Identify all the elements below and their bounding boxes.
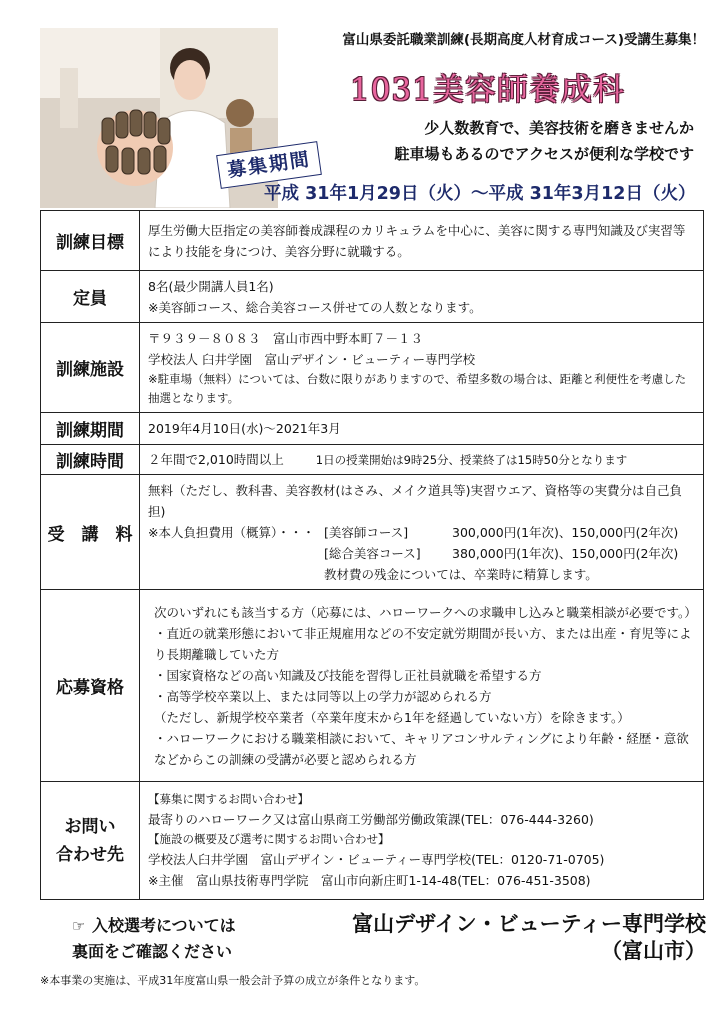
label-fee: 受 講 料: [41, 475, 140, 590]
capacity-cell: [140, 271, 704, 323]
eligibility-item: ・直近の就業形態において非正規雇用などの不安定就労期間が長い方、または出産・育児等により長期離職していた方: [154, 625, 692, 662]
label-capacity: 定員: [41, 271, 140, 323]
fee-course2-row: [148, 543, 695, 564]
fee-course2-amount: 380,000円(1年次)、150,000円(2年次): [452, 545, 679, 561]
school-name: 富山デザイン・ビューティー専門学校: [352, 912, 706, 936]
label-term: 訓練期間: [41, 413, 140, 445]
label-facility: 訓練施設: [41, 323, 140, 413]
contact-label-line1: お問い: [64, 816, 116, 837]
term-text: 2019年4月10日(水)～2021年3月: [140, 413, 704, 445]
row-facility: [41, 323, 704, 413]
capacity-note: ※美容師コース、総合美容コース併せての人数となります。: [148, 299, 482, 315]
row-goal: [41, 211, 704, 271]
contact-heading-recruit: 【募集に関するお問い合わせ】: [148, 792, 309, 806]
eligibility-cell: [140, 590, 704, 782]
capacity-count: 8名(最少開講人員1名): [148, 278, 274, 294]
contact-label-line2: 合わせ先: [56, 844, 124, 865]
contact-heading-facility: 【施設の概要及び選考に関するお問い合わせ】: [148, 832, 390, 846]
eligibility-item: ・高等学校卒業以上、または同等以上の学力が認められる方: [154, 688, 492, 704]
eligibility-item: （ただし、新規学校卒業者（卒業年度末から1年を経過していない方）を除きます。）: [154, 709, 630, 725]
row-fee: [41, 475, 704, 590]
facility-address: 〒９３９－８０８３ 富山市西中野本町７－１３: [148, 330, 424, 346]
recruitment-period-tag: 募集期間: [216, 141, 322, 189]
parking-note: ※駐車場（無料）については、台数に限りがありますので、希望多数の場合は、距離と利便性を考慮した抽選となります。: [148, 371, 687, 405]
fee-free-text: 無料（ただし、教科書、美容教材(はさみ、メイク道具等)実習ウエア、資格等の実費分は自己負担): [148, 482, 683, 519]
recruitment-tagline: 富山県委託職業訓練(長期高度人材育成コース)受講生募集！: [342, 32, 705, 48]
row-term: [41, 413, 704, 445]
row-contact: [41, 782, 704, 900]
eligibility-item: ・ハローワークにおける職業相談において、キャリアコンサルティングにより年齢・経歴・意欲などからこの訓練の受講が必要と認められる方: [154, 730, 689, 767]
contact-hellowork: 最寄りのハローワーク又は富山県商工労働部労働政策課(TEL：076-444-3260): [148, 812, 594, 827]
facility-school: 学校法人 臼井学園 富山デザイン・ビューティー専門学校: [148, 351, 476, 367]
fee-note: 教材費の残金については、卒業時に精算します。: [324, 566, 598, 582]
label-contact: [41, 782, 140, 900]
fee-estimate-prefix: ※本人負担費用（概算）・・・: [148, 524, 315, 540]
recruitment-period-dates: 平成 31年1月29日（火）～平成 31年3月12日（火）: [264, 184, 696, 204]
course-info-table: [40, 210, 704, 900]
hours-cell: [140, 445, 704, 475]
selection-notice-text1: 入校選考については: [92, 916, 236, 935]
selection-notice-line1: [72, 913, 292, 939]
eligibility-intro: 次のいずれにも該当する方（応募には、ハローワークへの求職申し込みと職業相談が必要です。）: [154, 604, 697, 620]
fee-course2-name: [総合美容コース]: [324, 545, 421, 561]
goal-text: 厚生労働大臣指定の美容師養成課程のカリキュラムを中心に、美容に関する専門知識及び実習等により技能を身につけ、美容分野に就職する。: [140, 211, 704, 271]
fee-course1-row: [148, 522, 695, 543]
contact-school: 学校法人臼井学園 富山デザイン・ビューティー専門学校(TEL：0120-71-0705): [148, 852, 605, 867]
eligibility-item: ・国家資格などの高い知識及び技能を習得し正社員就職を希望する方: [154, 667, 542, 683]
contact-cell: [140, 782, 704, 900]
hours-main: ２年間で2,010時間以上: [148, 452, 284, 467]
hours-sub: 1日の授業開始は9時25分、授業終了は15時50分となります: [315, 453, 628, 467]
budget-footnote: ※本事業の実施は、平成31年度富山県一般会計予算の成立が条件となります。: [40, 974, 426, 987]
label-hours: 訓練時間: [41, 445, 140, 475]
facility-cell: [140, 323, 704, 413]
contact-organizer: ※主催 富山県技術専門学院 富山市向新庄町1-14-48(TEL：076-451-3508): [148, 873, 591, 888]
label-eligibility: 応募資格: [41, 590, 140, 782]
fee-spacer: [148, 543, 324, 564]
label-goal: 訓練目標: [41, 211, 140, 271]
row-capacity: [41, 271, 704, 323]
course-title: 1031美容師養成科: [350, 72, 625, 108]
fee-course1-amount: 300,000円(1年次)、150,000円(2年次): [452, 524, 679, 540]
school-name-block: [296, 911, 706, 965]
school-city: （富山市）: [601, 939, 706, 963]
pointing-hand-icon: ☞: [72, 917, 86, 935]
row-hours: [41, 445, 704, 475]
catchphrase-1: 少人数教育で、美容技術を磨きませんか: [424, 119, 694, 137]
fee-course1-name: [美容師コース]: [324, 524, 409, 540]
selection-notice: [72, 913, 292, 964]
row-eligibility: [41, 590, 704, 782]
catchphrase-2: 駐車場もあるのでアクセスが便利な学校です: [394, 145, 694, 163]
selection-notice-line2: 裏面をご確認ください: [72, 942, 233, 961]
fee-cell: [140, 475, 704, 590]
